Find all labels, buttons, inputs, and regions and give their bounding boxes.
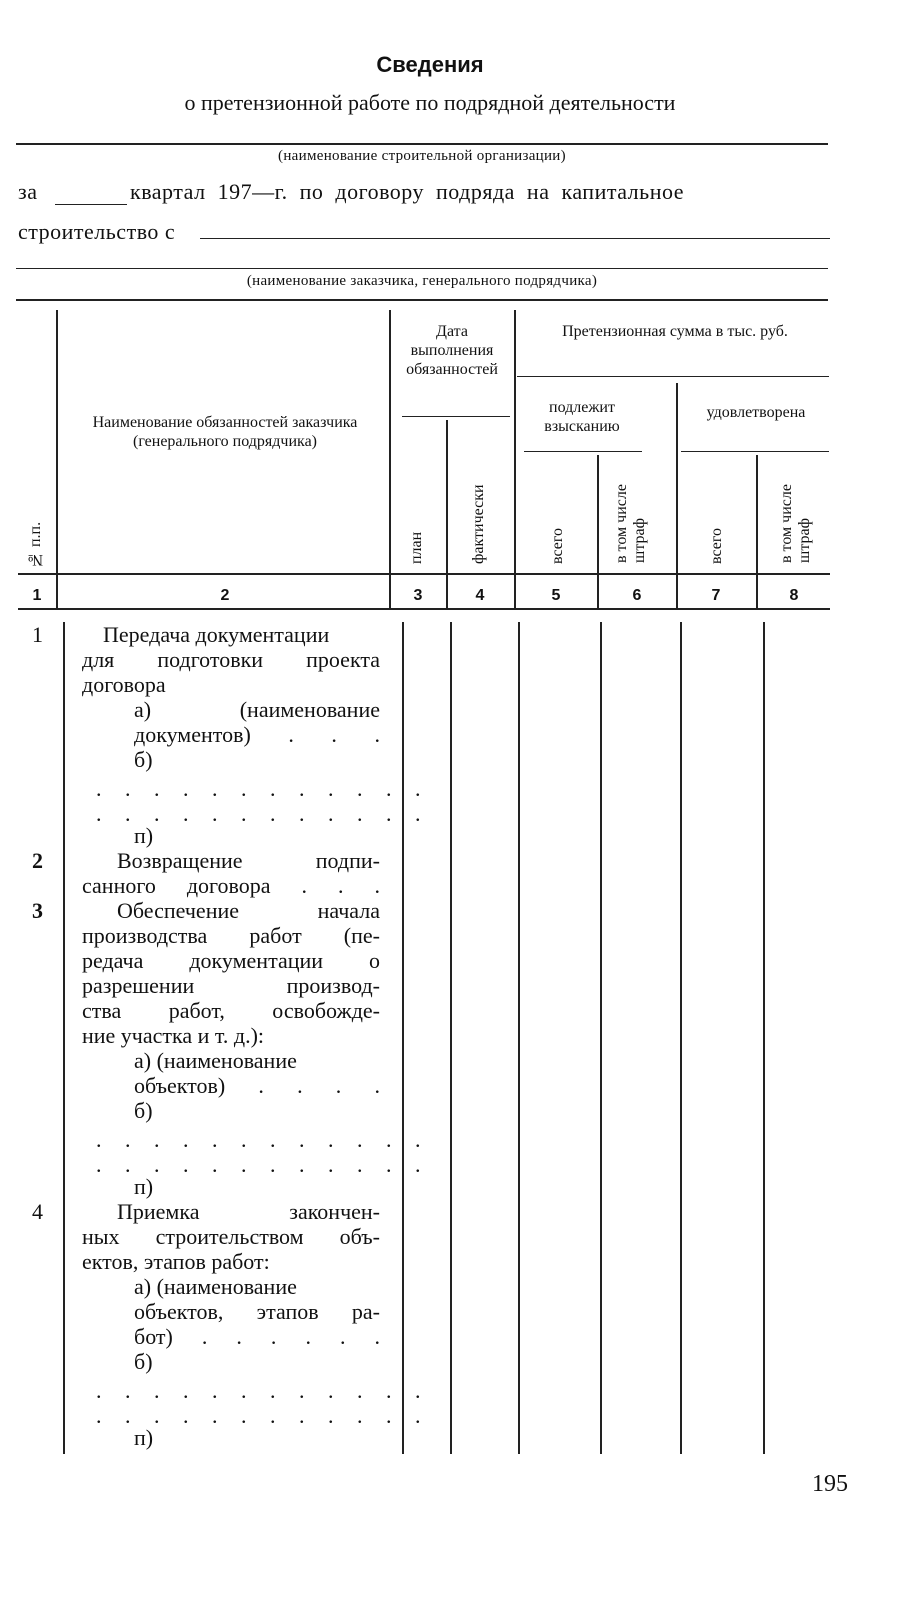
quarter-blank <box>55 204 127 205</box>
col-number-4: 4 <box>475 587 485 604</box>
row-text-line: Передача документации <box>103 622 330 647</box>
col-number-1: 1 <box>32 587 42 604</box>
row-subitem: б) <box>134 1098 153 1123</box>
org-name-line <box>16 143 828 145</box>
row-dots: . . . . . . . . . . . . <box>96 1127 430 1152</box>
row-text-line: Обеспечение начала <box>117 898 380 923</box>
header-satisfied: удовлетворена <box>706 404 806 421</box>
row-subitem: а) (наименование <box>134 1048 297 1073</box>
row-subitem: а) (наименование <box>134 697 380 722</box>
row-subitem: п) <box>134 1425 154 1450</box>
row-text-line: ных строительством объ- <box>82 1224 380 1249</box>
row-subitem: б) <box>134 747 153 772</box>
col-number-6: 6 <box>632 587 642 604</box>
header-fact: фактически <box>470 484 487 564</box>
row-number: 3 <box>32 898 43 923</box>
row-dots: . . . . . . . . . . . . <box>96 1378 430 1403</box>
page-number: 195 <box>812 1471 848 1497</box>
col-number-5: 5 <box>551 587 561 604</box>
construction-blank <box>200 238 830 239</box>
row-text-line: Возвращение подпи- <box>117 848 380 873</box>
row-subitem: б) <box>134 1349 153 1374</box>
customer-caption: (наименование заказчика, генерального подрядчика) <box>246 273 598 289</box>
row-text-line: разрешении производ- <box>82 973 380 998</box>
row-subitem: п) <box>134 823 154 848</box>
row-text-line: Приемка закончен- <box>117 1199 380 1224</box>
row-text-line: для подготовки проекта <box>82 647 380 672</box>
construction-prefix: строительство с <box>18 219 176 244</box>
row-subitem: объектов) . . . . <box>134 1073 380 1098</box>
row-text-line: ства работ, освобожде- <box>82 998 380 1023</box>
header-to-recover: подлежит взысканию <box>544 399 620 435</box>
row-subitem: а) (наименование <box>134 1274 297 1299</box>
header-total-recover: всего <box>549 527 566 564</box>
quarter-text: квартал 197—г. по договору подряда на капитальное <box>130 179 684 204</box>
row-number: 4 <box>32 1199 43 1224</box>
row-dots: . . . . . . . . . . . . <box>96 801 430 826</box>
row-text-line: ние участка и т. д.): <box>82 1023 265 1048</box>
row-text-line: ектов, этапов работ: <box>82 1249 270 1274</box>
col-number-3: 3 <box>413 587 423 604</box>
header-number: № п.п. <box>27 521 44 568</box>
col-number-7: 7 <box>711 587 721 604</box>
col-number-8: 8 <box>789 587 799 604</box>
row-dots: . . . . . . . . . . . . <box>96 776 430 801</box>
quarter-prefix: за <box>18 179 38 204</box>
header-duty-name: Наименование обязанностей заказчика (генерального подрядчика) <box>92 414 358 450</box>
row-subitem: бот) . . . . . . <box>134 1324 380 1349</box>
row-dots: . . . . . . . . . . . . <box>96 1403 430 1428</box>
document-subtitle: о претензионной работе по подрядной деятельности <box>184 90 676 115</box>
row-number: 2 <box>32 848 43 873</box>
header-fine-satisfied: в том числе штраф <box>778 484 813 563</box>
row-number: 1 <box>32 622 43 647</box>
header-date-group: Дата выполнения обязанностей <box>406 323 498 378</box>
header-plan: план <box>408 531 425 564</box>
org-caption: (наименование строительной организации) <box>278 148 566 164</box>
row-text-line: договора <box>82 672 166 697</box>
row-subitem: объектов, этапов ра- <box>134 1299 380 1324</box>
header-total-satisfied: всего <box>708 527 725 564</box>
row-dots: . . . . . . . . . . . . <box>96 1152 430 1177</box>
customer-name-line <box>16 268 828 269</box>
header-claim-group: Претензионная сумма в тыс. руб. <box>562 323 788 340</box>
row-text-line: производства работ (пе- <box>82 923 380 948</box>
table-top-border <box>16 299 828 301</box>
header-fine-recover: в том числе штраф <box>613 484 648 563</box>
row-subitem: документов) . . . <box>134 722 380 747</box>
row-text-line: санного договора . . . <box>82 873 380 898</box>
row-subitem: п) <box>134 1174 154 1199</box>
col-number-2: 2 <box>220 587 230 604</box>
document-title: Сведения <box>376 52 484 77</box>
row-text-line: редача документации о <box>82 948 380 973</box>
